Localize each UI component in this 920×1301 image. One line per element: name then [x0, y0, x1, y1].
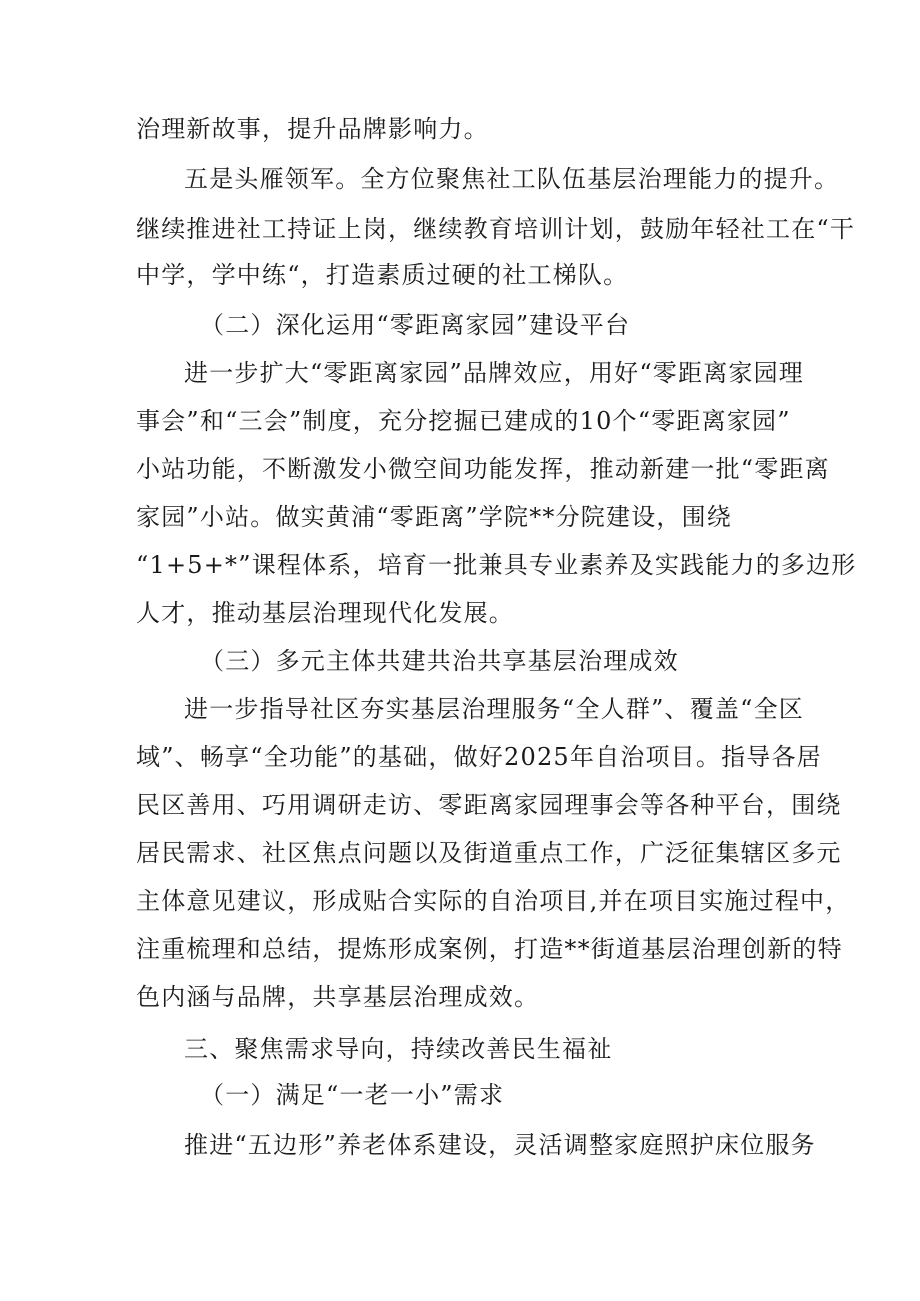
text-line: 中学，学中练“，打造素质过硬的社工梯队。: [136, 261, 629, 289]
text-line: 家园”小站。做实黄浦“零距离”学院**分院建设，围绕: [136, 503, 733, 531]
text-line: 继续推进社工持证上岗，继续教育培训计划，鼓励年轻社工在“干: [136, 215, 856, 243]
paragraph-line: 五是头雁领军。全方位聚焦社工队伍基层治理能力的提升。: [184, 165, 840, 193]
text-line: 人才，推动基层治理现代化发展。: [136, 599, 514, 627]
section-subheading: （一）满足“一老一小”需求: [200, 1081, 505, 1109]
text-line: 域”、畅享“全功能”的基础，做好2025年自治项目。指导各居: [136, 743, 822, 771]
text-line: 居民需求、社区焦点问题以及街道重点工作，广泛征集辖区多元: [136, 839, 842, 867]
paragraph-line: 进一步指导社区夯实基层治理服务“全人群”、覆盖“全区: [184, 695, 805, 723]
text-line: 事会”和“三会”制度，充分挖掘已建成的10个“零距离家园”: [136, 407, 791, 435]
text-line: 色内涵与品牌，共享基层治理成效。: [136, 983, 540, 1011]
section-heading: 三、聚焦需求导向，持续改善民生福祉: [184, 1035, 613, 1063]
paragraph-line: 推进“五边形”养老体系建设，灵活调整家庭照护床位服务: [184, 1131, 816, 1159]
section-subheading: （三）多元主体共建共治共享基层治理成效: [200, 647, 679, 675]
section-subheading: （二）深化运用“零距离家园”建设平台: [200, 311, 631, 339]
text-line: “1+5+*”课程体系，培育一批兼具专业素养及实践能力的多边形: [136, 551, 857, 579]
paragraph-line: 进一步扩大“零距离家园”品牌效应，用好“零距离家园理: [184, 359, 805, 387]
text-line: 注重梳理和总结，提炼形成案例，打造**街道基层治理创新的特: [136, 935, 843, 963]
text-line: 民区善用、巧用调研走访、零距离家园理事会等各种平台，围绕: [136, 791, 842, 819]
text-line: 小站功能，不断激发小微空间功能发挥，推动新建一批“零距离: [136, 455, 830, 483]
text-line: 主体意见建议，形成贴合实际的自治项目,并在项目实施过程中，: [136, 887, 851, 915]
text-line: 治理新故事，提升品牌影响力。: [136, 115, 489, 143]
